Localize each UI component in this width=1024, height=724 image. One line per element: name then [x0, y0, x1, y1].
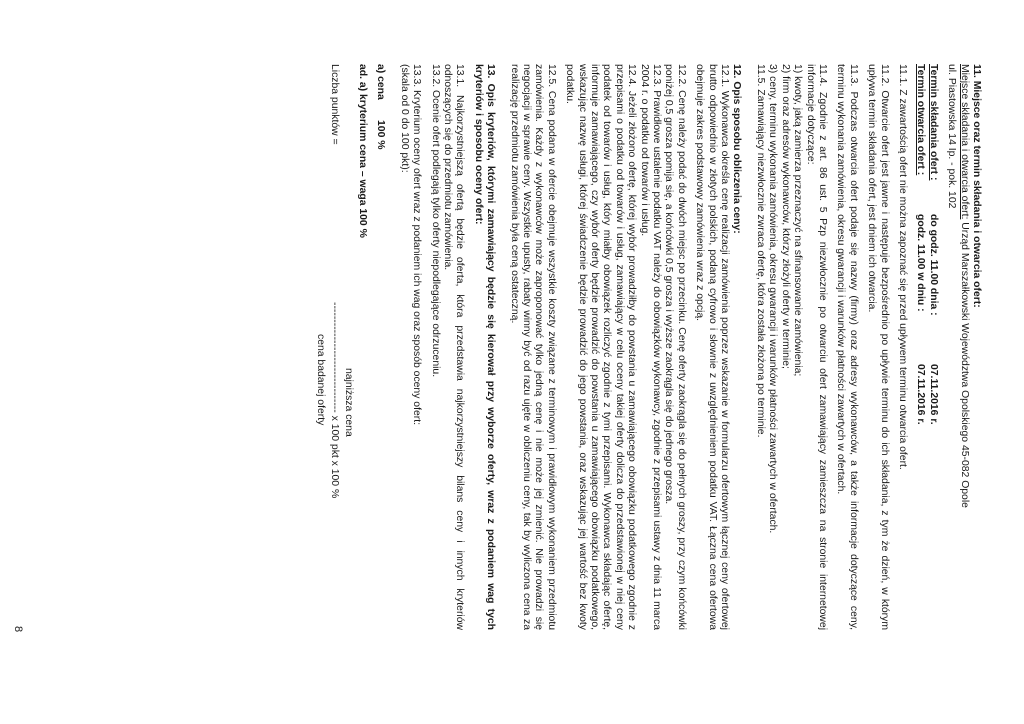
- section-13-heading: 13. Opis kryteriów, którymi zamawiający będzie się kierował przy wyborze oferty, wraz z podaniem wag tych kryteriów i sposobu oceny ofert:: [472, 64, 497, 630]
- paragraph-13-3-scale: (skala od 0 do 100 pkt):: [398, 64, 410, 173]
- formula-fraction-line: -------------------------------- x 100 pkt x 100 %: [328, 302, 340, 499]
- paragraph-12-2: 12.2. Cenę należy podać do dwóch miejsc po przecinku. Cenę oferty zaokrągla się do pełnych groszy, przy czym końcówki poniżej 0,5 grosza pomija się, a końcówki 0,5 grosza i wyższe zaokrągla się do jednego grosza.: [663, 64, 687, 630]
- section-11-heading: 11. Miejsce oraz termin składania i otwarcia ofert:: [971, 64, 982, 308]
- open-term-time: godz. 11.00 w dniu :: [915, 214, 927, 312]
- place-value: Urząd Marszałkowski Województwa Opolskiego 45-082 Opole: [958, 219, 970, 508]
- open-term-label: Termin otwarcia ofert :: [915, 64, 927, 176]
- paragraph-11-4-item-1: 1) kwoty, jaką zamierza przeznaczyć na sfinansowanie zamówienia;: [792, 64, 804, 377]
- submit-term-label: Termin składania ofert :: [927, 64, 939, 181]
- formula-numerator: najniższa cena: [342, 368, 354, 437]
- criterion-a: a) cena 100 %: [375, 64, 387, 150]
- submit-term-date: 07.11.2016 r.: [927, 364, 939, 425]
- paragraph-12-3: 12.3. Prawidłowe ustalenie podatku VAT należy do obowiązków wykonawcy, zgodnie z przepisami ustawy z dnia 11 marca 2004 r. o podatku od towarów i usług.: [638, 64, 663, 630]
- address-line: ul. Piastowska 14 Ip. - pok. 102: [946, 64, 958, 209]
- paragraph-11-1: 11.1. Z zawartością ofert nie można zapoznać się przed upływem terminu otwarcia ofert.: [896, 64, 908, 470]
- paragraph-12-5: 12.5. Cena podana w ofercie obejmuje wszystkie koszty związane z terminowym i prawidłowym wykonaniem przedmiotu zamówienia. Każdy z wykonawców może zaproponować tylko jedną cenę i nie może jej zmienić. Nie prowadzi się negocjacji w sprawie ceny. Wszystkie upusty, rabaty winny być od razu ujęte w obliczeniu ceny, tak by wyliczona cena za realizację przedmiotu zamówienia była ceną ostateczną.: [508, 64, 557, 630]
- paragraph-13-1: 13.1. Najkorzystniejszą ofertą będzie oferta, która przedstawia najkorzystniejszy bilans ceny i innych kryteriów odnoszących się do przedmiotu zamówienia.: [441, 64, 466, 630]
- paragraph-11-2: 11.2. Otwarcie ofert jest jawne i następuje bezpośrednio po upływie terminu do ich składania, z tym że dzień, w którym upływa termin składania ofert, jest dniem ich otwarcia.: [866, 64, 890, 630]
- paragraph-12-4: 12.4. Jeżeli złożono ofertę, której wybór prowadziłby do powstania u zamawiającego obowiązku podatkowego zgodnie z przepisami o podatku od towarów i usług, zamawiający w celu oceny takiej oferty dolicza do przedstawionej w niej ceny podatek od towarów i usług, który miałby obowiązek rozliczyć zgodnie z tymi przepisami. Wykonawca składając ofertę, informuje zamawiającego, czy wybór oferty będzie prowadzić do powstania u zamawiającego obowiązku podatkowego, wskazując nazwę usługi, której świadczenie będzie prowadzić do jego powstania, oraz wskazując jej wartość bez kwoty podatku.: [564, 64, 638, 630]
- open-term-row: [914, 64, 926, 630]
- open-term-date: 07.11.2016 r.: [915, 364, 927, 425]
- paragraph-12-1: 12.1. Wykonawca określa cenę realizacji zamówienia poprzez wskazanie w formularzu ofertowym łącznej ceny ofertowej brutto odpowiednio w złotych polskich, podaną cyfrowo i słownie z uwzględnieniem podatku VAT. Łączna cena ofertowa obejmuje zakres podstawowy zamówienia wraz z opcją.: [694, 64, 731, 630]
- place-line: [957, 64, 969, 630]
- paragraph-11-5: 11.5. Zamawiający niezwłocznie zwraca ofertę, która została złożona po terminie.: [754, 64, 766, 438]
- formula-label: Liczba punktów =: [328, 64, 340, 145]
- page-number: 8: [12, 626, 24, 633]
- points-formula: [304, 64, 354, 630]
- submit-term-row: [926, 64, 938, 630]
- paragraph-11-4: 11.4. Zgodnie z art. 86 ust. 5 Pzp niezwłocznie po otwarciu ofert zamawiający zamieszcza na stronie internetowej informacje dotyczące:: [804, 64, 828, 630]
- paragraph-11-3: 11.3. Podczas otwarcia ofert podaje się nazwy (firmy) oraz adresy wykonawców, a także informacje dotyczące ceny, terminu wykonania zamówienia, okresu gwarancji i warunków płatności zawartych w ofertach.: [835, 64, 859, 630]
- place-label: Miejsce składania i otwarcia ofert:: [958, 64, 970, 220]
- document-content: [304, 64, 982, 630]
- paragraph-13-3: 13.3. Kryterium oceny ofert wraz z podaniem ich wag oraz sposób oceny ofert:: [411, 64, 423, 425]
- formula-denominator: cena badanej oferty: [314, 334, 326, 426]
- section-12-heading: 12. Opis sposobu obliczenia ceny:: [731, 64, 743, 234]
- criterion-ad-a: ad. a) kryterium cena – waga 100 %: [356, 64, 368, 238]
- paragraph-11-4-item-2: 2) firm oraz adresów wykonawców, którzy złożyli oferty w terminie;: [779, 64, 791, 369]
- submit-term-time: do godz. 11.00 dnia :: [927, 214, 939, 316]
- paragraph-13-2: 13.2. Ocenie ofert podlegają tylko oferty niepodlegające odrzuceniu.: [429, 64, 441, 378]
- paragraph-11-4-item-3: 3) ceny, terminu wykonania zamówienia, okresu gwarancji i warunków płatności zawartych w ofertach.: [767, 64, 779, 534]
